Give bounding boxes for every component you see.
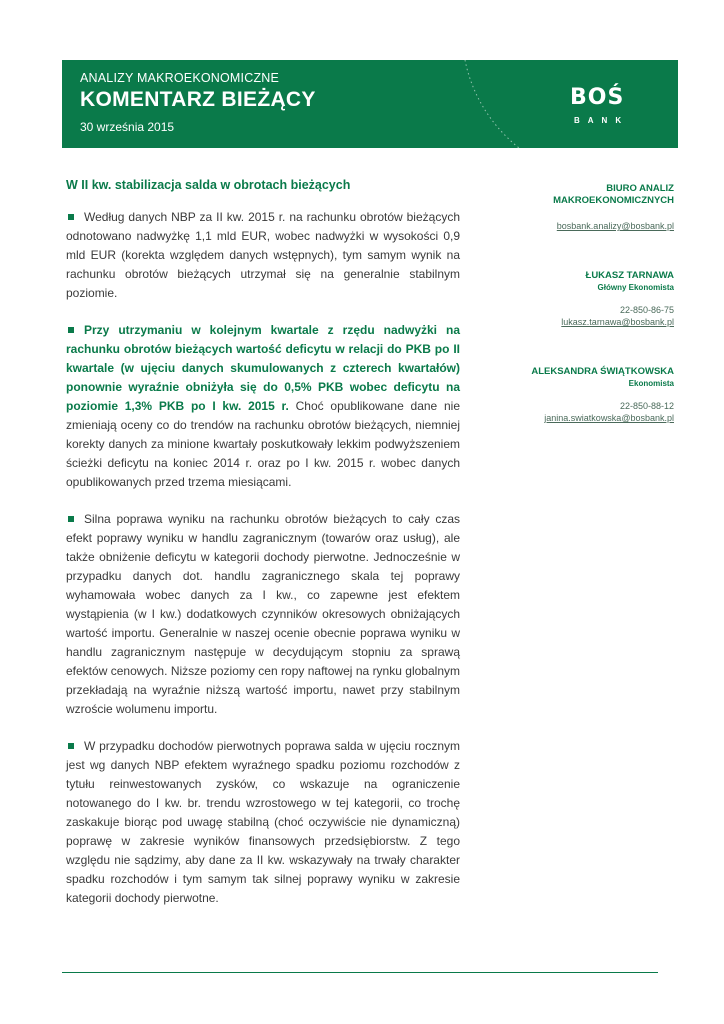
office-name-line-1: BIURO ANALIZ [606, 183, 674, 194]
contact-1-role: Główny Ekonomista [597, 283, 674, 292]
report-series: ANALIZY MAKROEKONOMICZNE [80, 71, 280, 85]
contact-2-email-link[interactable]: janina.swiatkowska@bosbank.pl [544, 413, 674, 423]
bullet-icon [68, 743, 74, 749]
report-date: 30 września 2015 [80, 120, 175, 134]
footer-divider [62, 972, 658, 973]
office-email-link[interactable]: bosbank.analizy@bosbank.pl [556, 221, 674, 231]
contact-sidebar [474, 183, 674, 424]
report-header [62, 60, 678, 148]
article-title: W II kw. stabilizacja salda w obrotach bieżących [66, 178, 351, 192]
paragraph-3: Silna poprawa wyniku na rachunku obrotów bieżących to cały czas efekt poprawy wyniku w handlu zagranicznym (towarów oraz usług), ale także obniżenie deficytu w kategorii dochody pierwotne. Jednocześnie w przypadku danych dot. handlu zagranicznego skala tej poprawy wyhamowała wobec danych za I kw., co zapewne jest efektem wystąpienia (w I kw.) dodatkowych czynników okresowych obniżających wartość importu. Generalnie w naszej ocenie obecnie poprawa wyniku w handlu zagranicznym następuje w decydującym stopniu za sprawą efektów cenowych. Niższe poziomy cen ropy naftowej na rynku globalnym przekładają na wyraźnie niższą wartość importu, nawet przy stabilnym wzroście wolumenu importu. [66, 512, 460, 716]
report-title: KOMENTARZ BIEŻĄCY [80, 88, 316, 111]
contact-1-phone: 22-850-86-75 [619, 305, 674, 315]
contact-2-name: ALEKSANDRA ŚWIĄTKOWSKA [531, 366, 674, 377]
paragraph-2-highlight: Przy utrzymaniu w kolejnym kwartale z rzędu nadwyżki na rachunku obrotów bieżących wartość deficytu w relacji do PKB po II kwartale (w ujęciu danych skumulowanych z czterech kwartałów) ponownie wyraźnie obniżyła się do 0,5% PKB wobec deficytu na poziomie 1,3% PKB po I kw. 2015 r. [66, 323, 460, 413]
paragraph-4: W przypadku dochodów pierwotnych poprawa salda w ujęciu rocznym jest wg danych NBP efektem wyraźnego spadku poziomu rozchodów z tytułu reinwestowanych zysków, co wskazuje na ograniczenie notowanego do I kw. br. trendu wzrostowego w tej kategorii, co trochę zaskakuje biorąc pod uwagę stabilną (choć oczywiście nie dynamiczną) poprawę w zakresie wyników finansowych przedsiębiorstw. Z tego względu nie sądzimy, aby dane za II kw. wskazywały na trwały charakter spadku rozchodów i tym samym tak silnej poprawy wyniku w zakresie kategorii dochody pierwotne. [66, 739, 460, 905]
decorative-dotted-arc [457, 60, 577, 148]
contact-2-phone: 22-850-88-12 [619, 401, 674, 411]
bullet-icon [68, 214, 74, 220]
bank-logo-subtitle: BANK [574, 116, 630, 125]
bullet-icon [68, 516, 74, 522]
article-body [66, 178, 460, 926]
contact-1-name: ŁUKASZ TARNAWA [585, 270, 674, 281]
office-name-line-2: MAKROEKONOMICZNYCH [553, 195, 674, 206]
bank-logo: BOŚ [570, 85, 625, 110]
contact-1-email-link[interactable]: lukasz.tarnawa@bosbank.pl [561, 317, 674, 327]
bullet-icon [68, 327, 74, 333]
paragraph-2: Przy utrzymaniu w kolejnym kwartale z rzędu nadwyżki na rachunku obrotów bieżących wartość deficytu w relacji do PKB po II kwartale (w ujęciu danych skumulowanych z czterech kwartałów) ponownie wyraźnie obniżyła się do 0,5% PKB wobec deficytu na poziomie 1,3% PKB po I kw. 2015 r. Choć opublikowane dane nie zmieniają oceny co do trendów na rachunku obrotów bieżących, niemniej korekty danych za minione kwartały poskutkowały lekkim podwyższeniem ścieżki deficytu na koniec 2014 r. oraz po I kw. 2015 r. wobec danych opublikowanych przed trzema miesiącami. [66, 323, 460, 489]
paragraph-1: Według danych NBP za II kw. 2015 r. na rachunku obrotów bieżących odnotowano nadwyżkę 1,1 mld EUR, wobec nadwyżki w wysokości 0,9 mld EUR (korekta względem danych wstępnych), tym samym wynik na rachunku obrotów bieżących utrzymał się na generalnie stabilnym poziomie. [66, 210, 460, 300]
contact-2-role: Ekonomista [628, 379, 674, 388]
